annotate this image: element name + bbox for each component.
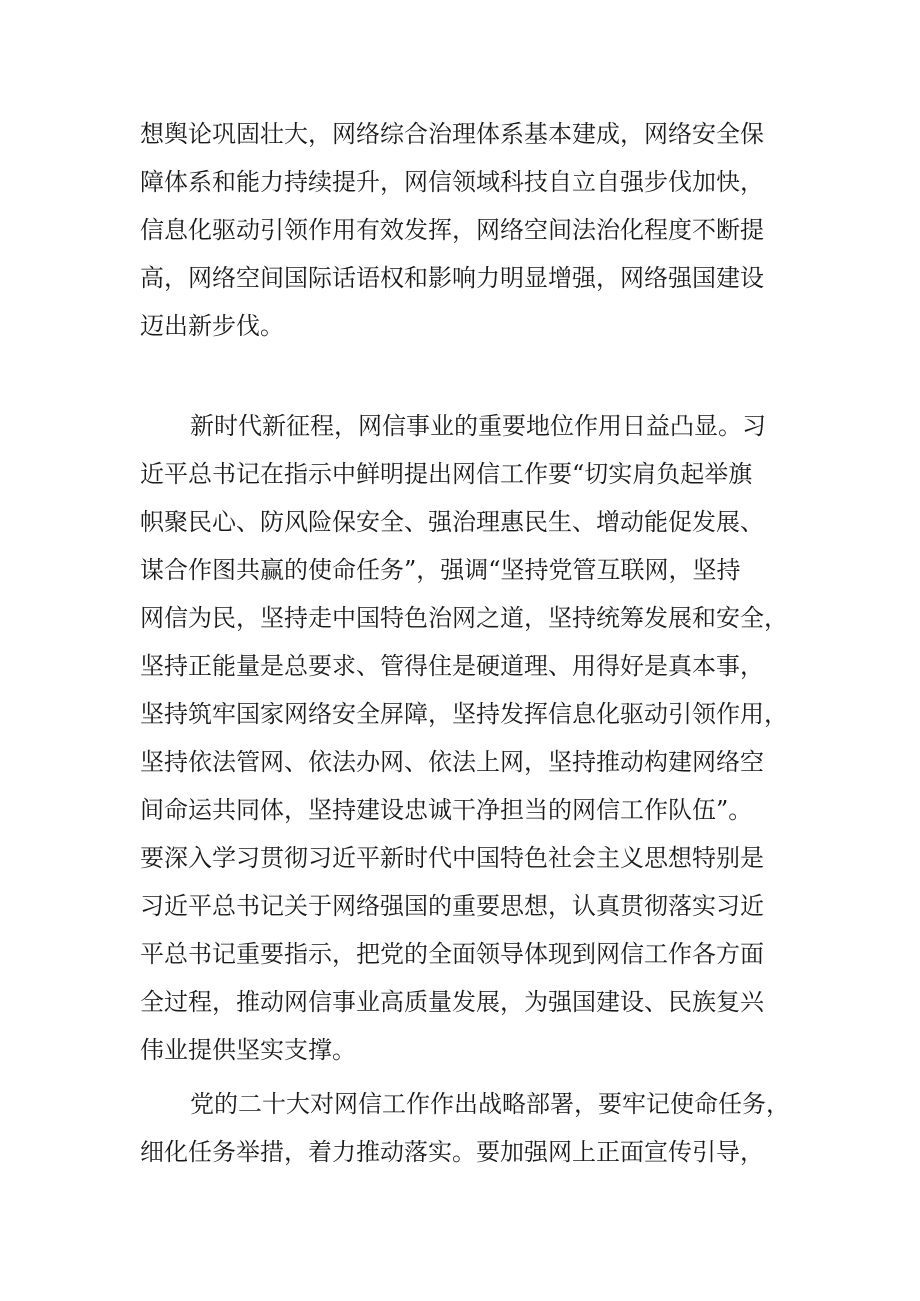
paragraph-line: 迈出新步伐。 (140, 312, 284, 340)
paragraph-line: 信息化驱动引领作用有效发挥，网络空间法治化程度不断提 (140, 216, 764, 244)
paragraph-line: 细化任务举措，着力推动落实。要加强网上正面宣传引导， (140, 1138, 764, 1166)
paragraph-2 (140, 402, 800, 1074)
paragraph-line: 谋合作图共赢的使命任务”，强调“坚持党管互联网，坚持 (140, 556, 741, 584)
paragraph-line: 间命运共同体，坚持建设忠诚干净担当的网信工作队伍”。 (140, 796, 753, 824)
paragraph-line: 近平总书记在指示中鲜明提出网信工作要“切实肩负起举旗 (140, 460, 753, 488)
paragraph-first-line: 党的二十大对网信工作作出战略部署，要牢记使命任务， (190, 1090, 790, 1118)
paragraph-line: 伟业提供坚实支撑。 (140, 1036, 356, 1064)
paragraph-1 (140, 110, 800, 350)
paragraph-line: 高，网络空间国际话语权和影响力明显增强，网络强国建设 (140, 264, 764, 292)
paragraph-line: 坚持依法管网、依法办网、依法上网，坚持推动构建网络空 (140, 748, 764, 776)
paragraph-line: 坚持筑牢国家网络安全屏障，坚持发挥信息化驱动引领作用， (140, 700, 788, 728)
paragraph-line: 网信为民，坚持走中国特色治网之道，坚持统筹发展和安全， (140, 604, 788, 632)
paragraph-line: 要深入学习贯彻习近平新时代中国特色社会主义思想特别是 (140, 844, 764, 872)
paragraph-line: 想舆论巩固壮大，网络综合治理体系基本建成，网络安全保 (140, 120, 764, 148)
paragraph-3 (140, 1080, 800, 1176)
paragraph-line: 帜聚民心、防风险保安全、强治理惠民生、增动能促发展、 (140, 508, 764, 536)
paragraph-line: 坚持正能量是总要求、管得住是硬道理、用得好是真本事， (140, 652, 764, 680)
paragraph-first-line: 新时代新征程，网信事业的重要地位作用日益凸显。习 (190, 412, 766, 440)
paragraph-line: 平总书记重要指示，把党的全面领导体现到网信工作各方面 (140, 940, 764, 968)
paragraph-line: 障体系和能力持续提升，网信领域科技自立自强步伐加快， (140, 168, 764, 196)
paragraph-line: 全过程，推动网信事业高质量发展，为强国建设、民族复兴 (140, 988, 764, 1016)
paragraph-line: 习近平总书记关于网络强国的重要思想，认真贯彻落实习近 (140, 892, 764, 920)
